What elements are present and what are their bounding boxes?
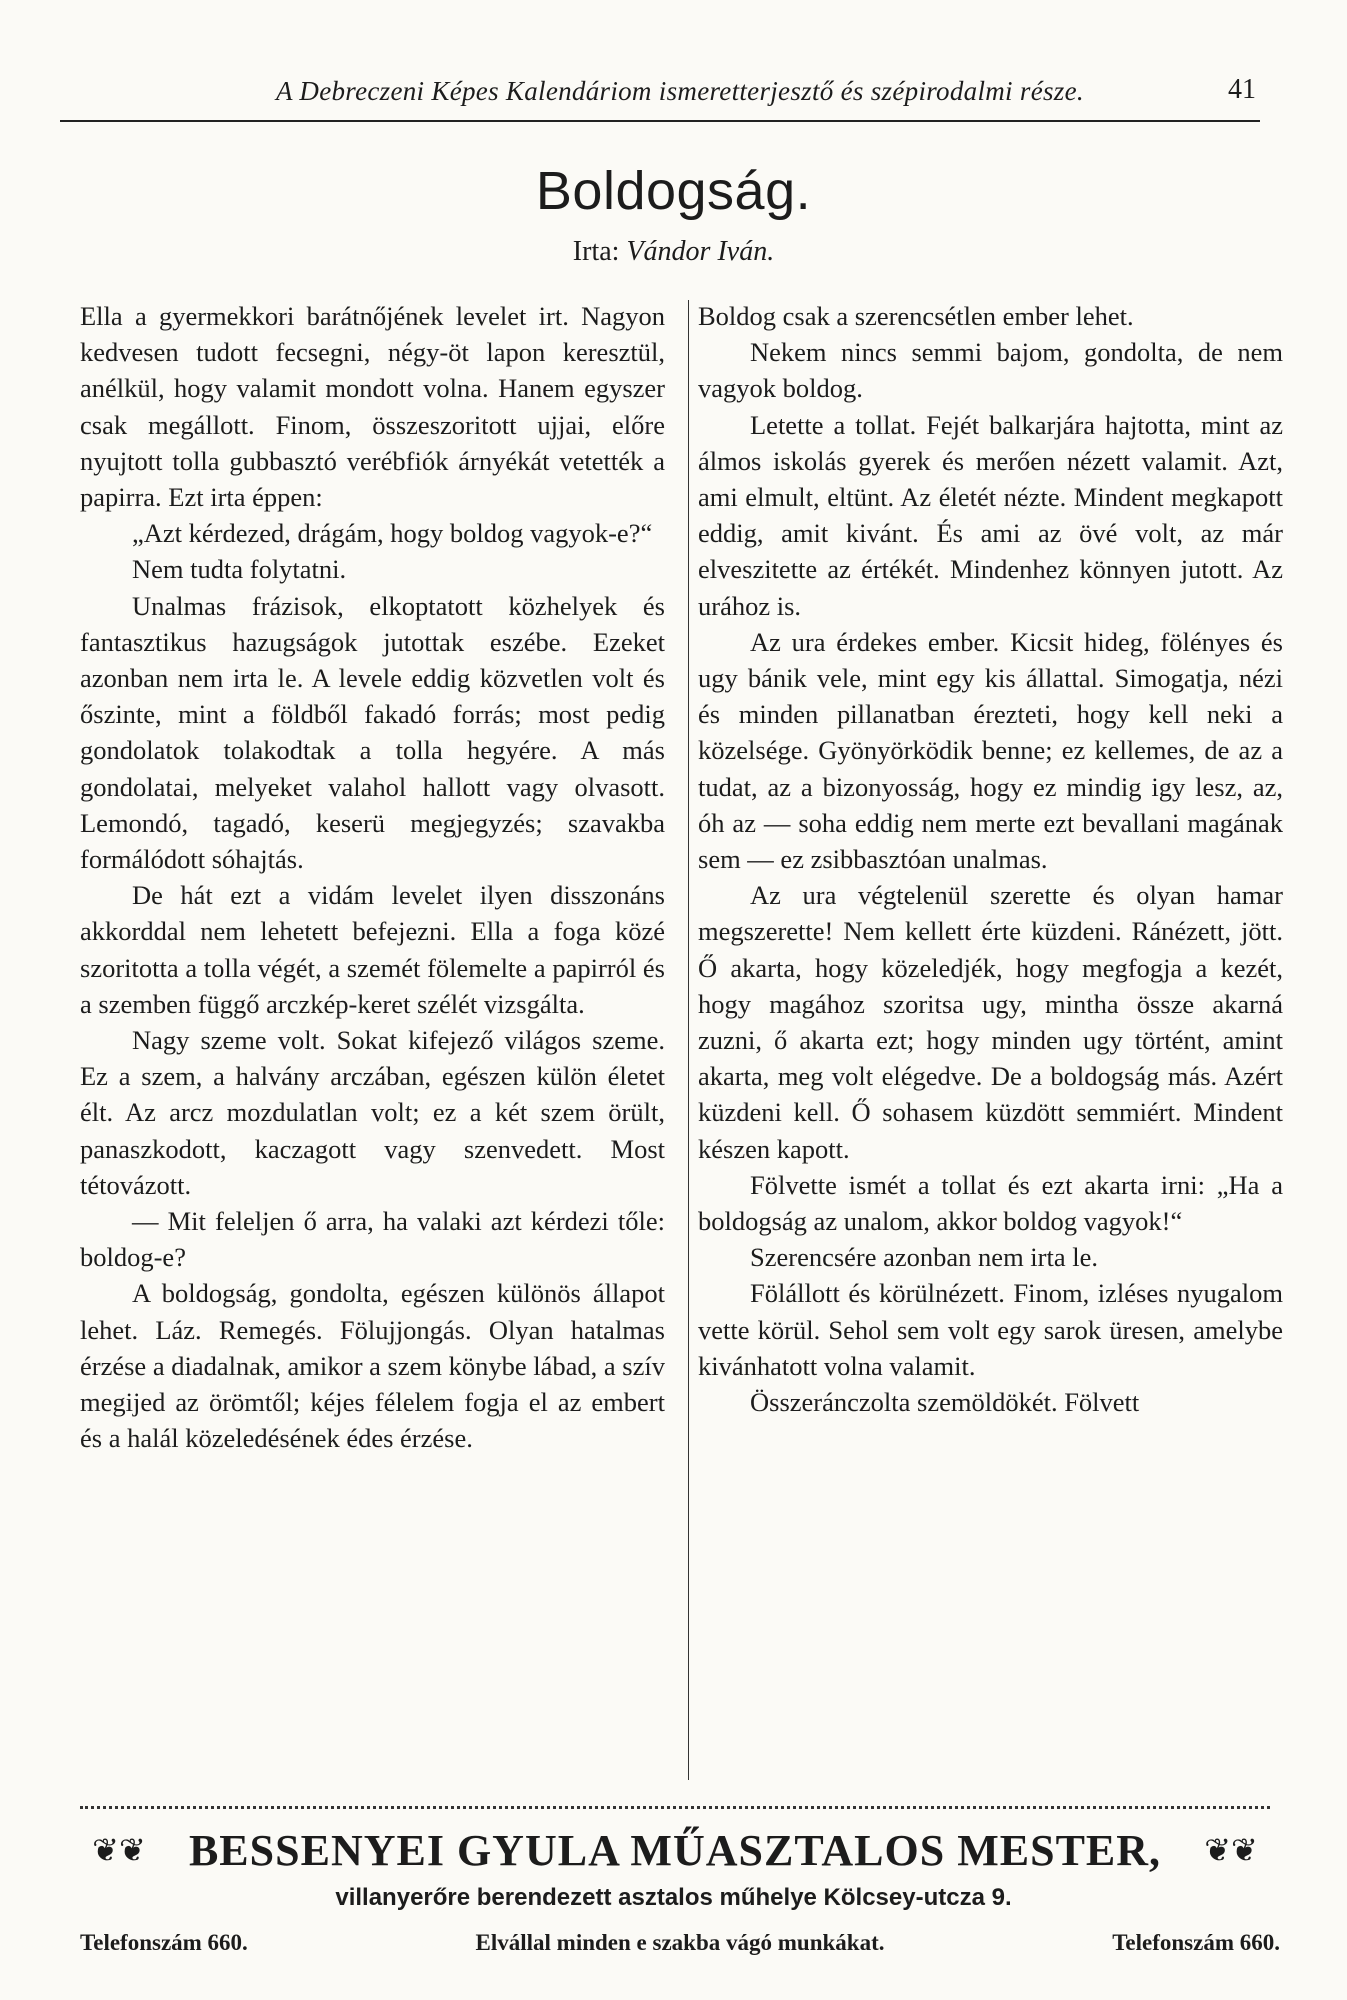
advertisement-headline — [80, 1822, 1270, 1878]
running-header-title: A Debreczeni Képes Kalendáriom ismeretterjesztő és szépirodalmi része. — [276, 76, 1084, 106]
advertisement-footer — [80, 1930, 1280, 1964]
article-byline — [0, 236, 1347, 268]
paragraph: De hát ezt a vidám levelet ilyen disszonáns akkorddal nem lehetett befejezni. Ella a foga közé szoritotta a tolla végét, a szemét fölemelte a papirról és a szemben függő arczkép-keret szélét vizsgálta. — [80, 880, 665, 1019]
paragraph: Az ura végtelenül szerette és olyan hamar megszerette! Nem kellett érte küzdeni. Ránézett, jött. Ő akarta, hogy közeledjék, hogy megfogja a kezét, hogy magához szoritsa ugy, mintha össze akarná zuzni, ő akarta ezt; hogy minden ugy történt, amint akarta, meg volt elégedve. De a boldogság más. Azért küzdeni kell. Ő sohasem küzdött semmiért. Mindent készen kapott. — [698, 880, 1283, 1164]
paragraph: „Azt kérdezed, drágám, hogy boldog vagyok-e?“ — [132, 518, 653, 549]
paragraph: Ella a gyermekkori barátnőjének levelet irt. Nagyon kedvesen tudott fecsegni, négy-öt lapon keresztül, anélkül, hogy valamit mondott volna. Hanem egyszer csak megállott. Finom, összeszoritott ujjai, előre nyujtott tolla gubbasztó verébfiók árnyékát vetették a papirra. Ezt irta éppen: — [80, 301, 665, 513]
paragraph: Összeránczolta szemöldökét. Fölvett — [750, 1387, 1140, 1418]
byline-prefix: Irta: — [572, 236, 620, 267]
paragraph: Nem tudta folytatni. — [132, 554, 347, 585]
left-column — [80, 298, 665, 1457]
paragraph: Unalmas frázisok, elkoptatott közhelyek és fantasztikus hazugságok jutottak eszébe. Ezeket azonban nem irta le. A levele eddig közvetlen volt és őszinte, mint a földből fakadó forrás; most pedig gondolatok tolakodtak a tolla hegyére. A más gondolatai, melyeket valahol hallott vagy olvasott. Lemondó, tagadó, keserü megjegyzés; szavakba formálódott sóhajtás. — [80, 590, 665, 875]
paragraph: Szerencsére azonban nem irta le. — [750, 1242, 1098, 1273]
phone-number-right: Telefonszám 660. — [1112, 1930, 1280, 1955]
advertisement-offer: Elvállal minden e szakba vágó munkákat. — [475, 1930, 885, 1955]
phone-number-left: Telefonszám 660. — [80, 1930, 248, 1955]
paragraph: Fölállott és körülnézett. Finom, izléses nyugalom vette körül. Sehol sem volt egy sarok üresen, amelybe kivánhatott volna valamit. — [698, 1278, 1283, 1381]
paragraph: A boldogság, gondolta, egészen különös állapot lehet. Láz. Remegés. Fölujjongás. Olyan hatalmas érzése a diadalnak, amikor a szem könybe lábad, a szív megijed az örömtől; kéjes félelem fogja el az embert és a halál közeledésének édes érzése. — [80, 1278, 665, 1454]
floral-ornament-icon: ❦❦ — [1204, 1832, 1258, 1868]
paragraph: Fölvette ismét a tollat és ezt akarta irni: „Ha a boldogság az unalom, akkor boldog vagyok!“ — [698, 1169, 1283, 1237]
page-number: 41 — [1228, 74, 1256, 105]
paragraph: Nagy szeme volt. Sokat kifejező világos szeme. Ez a szem, a halvány arczában, egészen külön életet élt. Az arcz mozdulatlan volt; ez a két szem örült, panaszkodott, kaczagott vagy szenvedett. Most tétovázott. — [80, 1025, 665, 1200]
paragraph: Nekem nincs semmi bajom, gondolta, de nem vagyok boldog. — [698, 337, 1283, 404]
floral-ornament-icon: ❦❦ — [92, 1832, 146, 1868]
author-name: Vándor Iván. — [626, 236, 775, 267]
paragraph: Az ura érdekes ember. Kicsit hideg, fölényes és ugy bánik vele, mint egy kis állattal. Simogatja, nézi és minden pillanatban érezteti, hogy kell neki a közelsége. Gyönyörködik benne; ez kellemes, de az a tudat, az a bizonyosság, hogy ez mindig igy lesz, az, óh az — soha eddig nem merte ezt bevallani magának sem — ez zsibbasztóan unalmas. — [698, 626, 1283, 875]
column-divider — [688, 300, 689, 1780]
paragraph: Boldog csak a szerencsétlen ember lehet. — [698, 301, 1134, 331]
paragraph: Letette a tollat. Fejét balkarjára hajtotta, mint az álmos iskolás gyerek és merően nézett valamit. Azt, ami elmult, eltünt. Az életét nézte. Mindent megkapott eddig, amit kivánt. És ami az övé volt, az már elveszitette az értékét. Mindenhez könnyen jutott. Az urához is. — [698, 409, 1283, 621]
article-title: Boldogság. — [535, 161, 812, 221]
advertiser-name: BESSENYEI GYULA MŰASZTALOS MESTER, — [188, 1825, 1162, 1875]
advertisement-subline: villanyerőre berendezett asztalos műhelye Kölcsey-utcza 9. — [335, 1884, 1012, 1911]
advertisement-rule — [80, 1806, 1270, 1809]
running-header — [60, 70, 1260, 122]
paragraph: — Mit feleljen ő arra, ha valaki azt kérdezi tőle: boldog-e? — [80, 1206, 665, 1273]
right-column — [698, 298, 1283, 1420]
